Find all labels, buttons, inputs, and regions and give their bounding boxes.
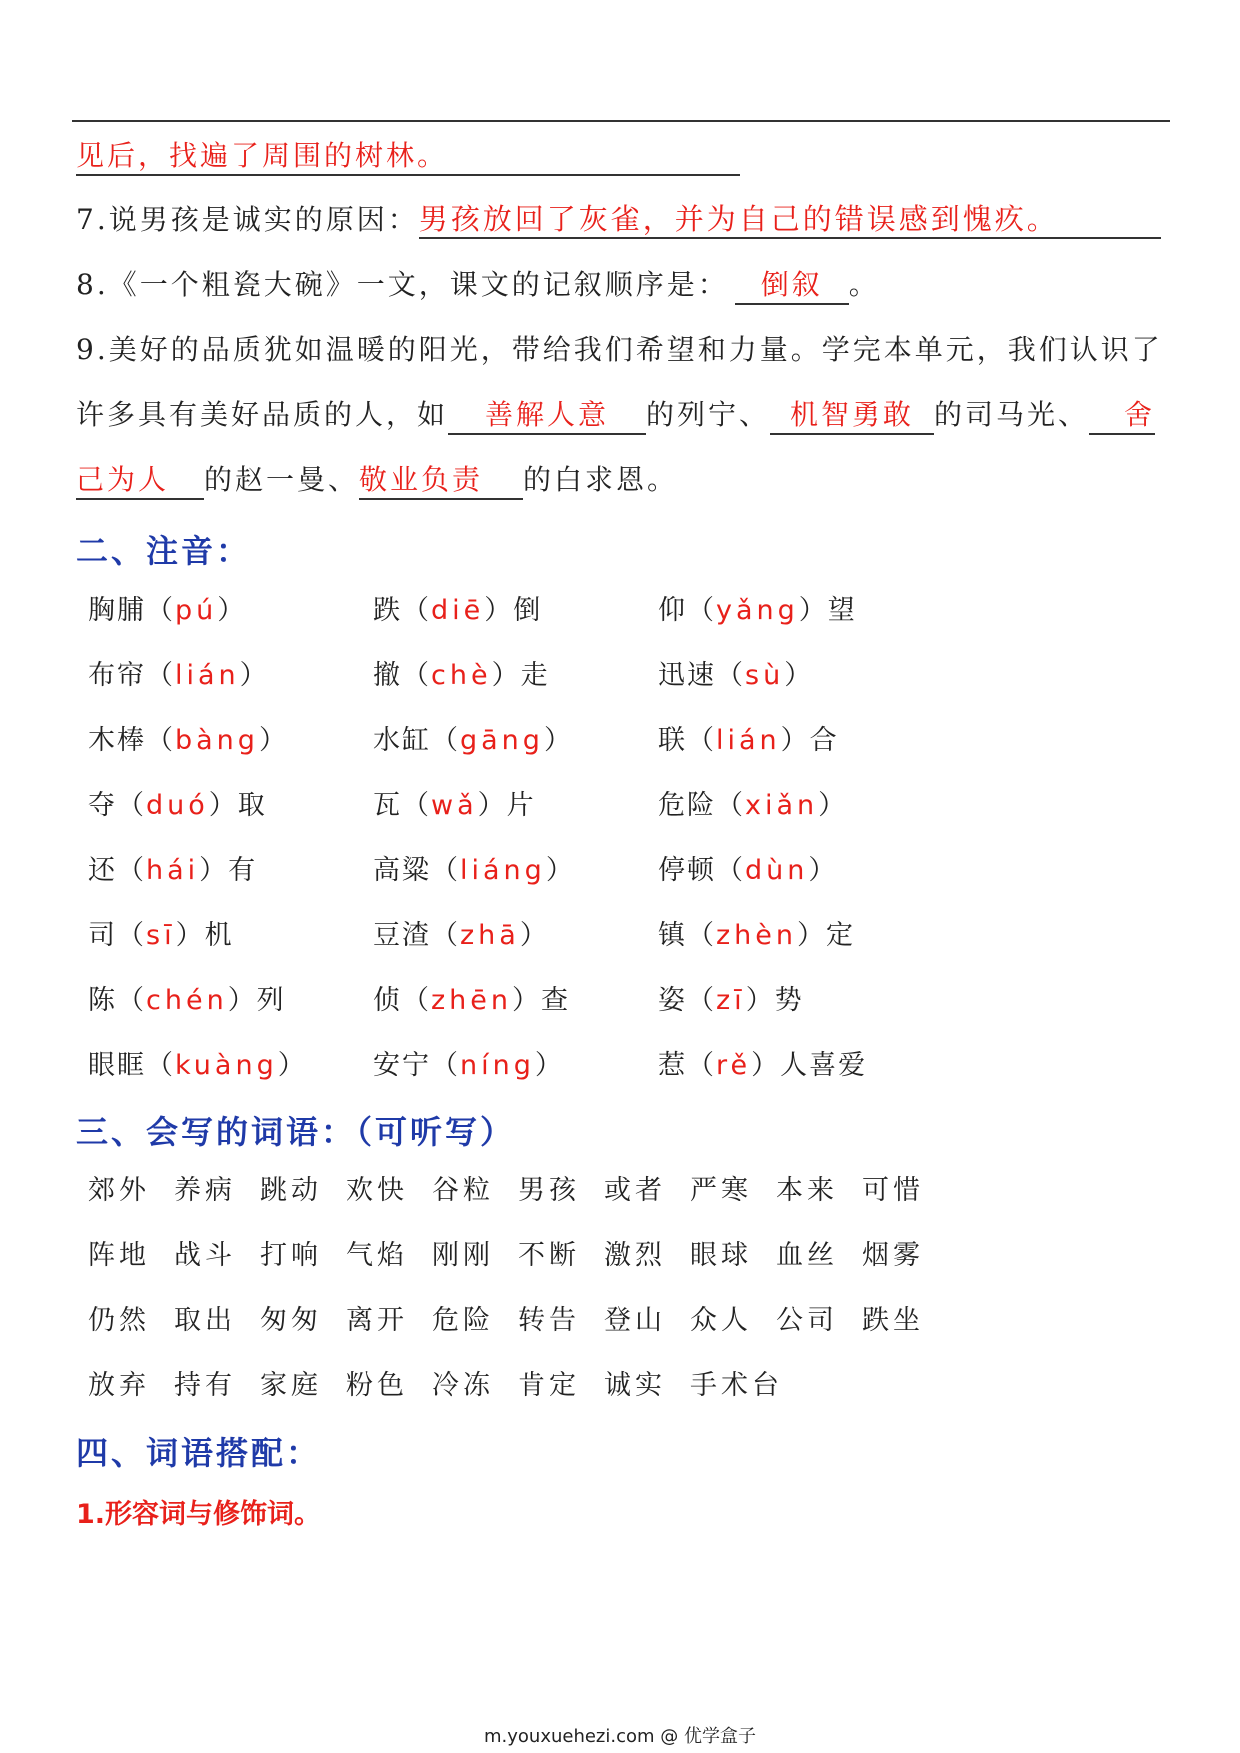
pinyin-item <box>88 718 288 757</box>
pinyin-item <box>373 783 536 822</box>
section-3-title: 三、会写的词语：（可听写） <box>76 1113 516 1151</box>
pinyin-answer: xiǎn <box>745 790 819 821</box>
top-rule <box>72 120 1170 122</box>
pinyin-word-part: 还（ <box>88 855 146 886</box>
pinyin-item <box>658 588 857 627</box>
pinyin-item <box>88 588 246 627</box>
q8-line <box>76 265 880 305</box>
pinyin-word-part: 仰（ <box>658 595 716 626</box>
q9-answer-1: 善解人意 <box>448 397 646 435</box>
pinyin-item <box>658 1043 867 1082</box>
q9-text-4: 的赵一曼、 <box>204 463 360 496</box>
word-item: 仍然 <box>88 1305 150 1336</box>
pinyin-item <box>88 653 269 692</box>
q9-answer-4: 敬业负责 <box>359 462 523 500</box>
pinyin-word-part: 布帘（ <box>88 660 175 691</box>
word-item: 战斗 <box>174 1240 236 1271</box>
pinyin-word-part: 豆渣（ <box>373 920 460 951</box>
word-item: 诚实 <box>604 1370 666 1401</box>
pinyin-answer: dùn <box>745 855 809 886</box>
word-item: 众人 <box>690 1305 752 1336</box>
pinyin-answer: wǎ <box>431 790 478 821</box>
word-item: 阵地 <box>88 1240 150 1271</box>
footer: m.youxuehezi.com @ 优学盒子 <box>483 1726 756 1747</box>
pinyin-word-part: 停顿（ <box>658 855 745 886</box>
pinyin-item <box>88 1043 307 1082</box>
word-item: 粉色 <box>346 1370 408 1401</box>
pinyin-answer: chén <box>146 985 228 1016</box>
pinyin-word-part: ） <box>217 595 247 626</box>
pinyin-word-part: ）倒 <box>484 595 543 626</box>
pinyin-word-part: 迅速（ <box>658 660 745 691</box>
word-item: 家庭 <box>260 1370 322 1401</box>
pinyin-word-part: 胸脯（ <box>88 595 175 626</box>
q9-line-1: 9.美好的品质犹如温暖的阳光，带给我们希望和力量。学完本单元，我们认识了 <box>76 333 1163 366</box>
q7-prefix: 7.说男孩是诚实的原因： <box>76 203 419 236</box>
q9-answer-3a: 舍 <box>1089 397 1155 435</box>
pinyin-word-part: 瓦（ <box>373 790 431 821</box>
pinyin-item <box>373 978 570 1017</box>
word-item: 不断 <box>518 1240 580 1271</box>
word-item: 手术台 <box>690 1370 783 1401</box>
pinyin-answer: sù <box>745 660 785 691</box>
pinyin-answer: pú <box>175 595 218 626</box>
pinyin-answer: bàng <box>175 725 259 756</box>
word-item: 欢快 <box>346 1175 408 1206</box>
pinyin-word-part: 危险（ <box>658 790 745 821</box>
pinyin-word-part: 眼眶（ <box>88 1050 175 1081</box>
word-item: 登山 <box>604 1305 666 1336</box>
q8-suffix: 。 <box>848 268 880 301</box>
q9-line-2 <box>76 395 1155 435</box>
pinyin-word-part: 姿（ <box>658 985 716 1016</box>
pinyin-row <box>88 1043 1088 1087</box>
pinyin-answer: lián <box>716 725 781 756</box>
word-item: 本来 <box>776 1175 838 1206</box>
word-item: 跳动 <box>260 1175 322 1206</box>
pinyin-item <box>373 718 573 757</box>
pinyin-item <box>88 978 286 1017</box>
q9-text-2: 的列宁、 <box>646 398 771 431</box>
pinyin-item <box>88 783 267 822</box>
pinyin-word-part: ） <box>258 725 288 756</box>
pinyin-item <box>373 588 542 627</box>
pinyin-answer: níng <box>460 1050 535 1081</box>
q6-tail-line <box>76 136 740 176</box>
pinyin-word-part: 撤（ <box>373 660 431 691</box>
pinyin-row <box>88 783 1088 827</box>
pinyin-word-part: 安宁（ <box>373 1050 460 1081</box>
word-item: 或者 <box>604 1175 666 1206</box>
pinyin-answer: duó <box>146 790 209 821</box>
word-item: 男孩 <box>518 1175 580 1206</box>
pinyin-word-part: ）取 <box>208 790 267 821</box>
q9-answer-2: 机智勇敢 <box>770 397 934 435</box>
word-item: 持有 <box>174 1370 236 1401</box>
q7-answer: 男孩放回了灰雀，并为自己的错误感到愧疚。 <box>419 201 1161 239</box>
word-item: 眼球 <box>690 1240 752 1271</box>
pinyin-word-part: 陈（ <box>88 985 146 1016</box>
pinyin-word-part: ） <box>784 660 814 691</box>
pinyin-answer: zī <box>716 985 746 1016</box>
pinyin-answer: chè <box>431 660 492 691</box>
pinyin-answer: yǎng <box>716 595 799 626</box>
pinyin-word-part: 镇（ <box>658 920 716 951</box>
pinyin-word-part: 水缸（ <box>373 725 460 756</box>
pinyin-word-part: ）查 <box>512 985 571 1016</box>
pinyin-word-part: ）人喜爱 <box>751 1050 868 1081</box>
pinyin-word-part: 高粱（ <box>373 855 460 886</box>
pinyin-answer: diē <box>431 595 485 626</box>
word-item: 肯定 <box>518 1370 580 1401</box>
word-item: 可惜 <box>862 1175 924 1206</box>
q8-answer: 倒叙 <box>735 267 849 305</box>
word-item: 放弃 <box>88 1370 150 1401</box>
word-item: 激烈 <box>604 1240 666 1271</box>
word-item: 跌坐 <box>862 1305 924 1336</box>
pinyin-word-part: ）走 <box>491 660 550 691</box>
pinyin-item <box>88 913 234 952</box>
pinyin-item <box>373 1043 564 1082</box>
pinyin-word-part: 惹（ <box>658 1050 716 1081</box>
pinyin-word-part: ）定 <box>797 920 856 951</box>
pinyin-word-part: ）片 <box>477 790 536 821</box>
pinyin-answer: gāng <box>460 725 544 756</box>
pinyin-item <box>658 913 855 952</box>
word-item: 气焰 <box>346 1240 408 1271</box>
pinyin-item <box>88 848 257 887</box>
pinyin-row <box>88 718 1088 762</box>
word-item: 血丝 <box>776 1240 838 1271</box>
pinyin-word-part: ）列 <box>227 985 286 1016</box>
pinyin-word-part: ）望 <box>798 595 857 626</box>
pinyin-row <box>88 588 1088 632</box>
word-item: 公司 <box>776 1305 838 1336</box>
q9-text-1: 许多具有美好品质的人，如 <box>76 398 449 431</box>
pinyin-word-part: 司（ <box>88 920 146 951</box>
pinyin-answer: liáng <box>460 855 546 886</box>
q6-tail-answer: 见后，找遍了周围的树林。 <box>76 138 740 176</box>
pinyin-row <box>88 848 1088 892</box>
pinyin-word-part: 夺（ <box>88 790 146 821</box>
q9-text-5: 的白求恩。 <box>523 463 679 496</box>
q9-line-3 <box>76 460 678 500</box>
pinyin-row <box>88 653 1088 697</box>
pinyin-word-part: 联（ <box>658 725 716 756</box>
pinyin-word-part: 侦（ <box>373 985 431 1016</box>
word-item: 养病 <box>174 1175 236 1206</box>
pinyin-word-part: ） <box>808 855 838 886</box>
pinyin-item <box>658 783 847 822</box>
q9-answer-3b: 己为人 <box>76 462 204 500</box>
pinyin-answer: kuàng <box>175 1050 278 1081</box>
section-4-sub-1: 1.形容词与修饰词。 <box>76 1499 322 1530</box>
pinyin-word-part: ）势 <box>745 985 804 1016</box>
pinyin-answer: lián <box>175 660 240 691</box>
pinyin-word-part: ） <box>519 920 549 951</box>
pinyin-item <box>658 978 804 1017</box>
pinyin-row <box>88 978 1088 1022</box>
word-item: 打响 <box>260 1240 322 1271</box>
pinyin-answer: hái <box>146 855 200 886</box>
word-item: 郊外 <box>88 1175 150 1206</box>
pinyin-item <box>658 718 839 757</box>
section-2-title: 二、注音： <box>76 532 252 570</box>
pinyin-word-part: 木棒（ <box>88 725 175 756</box>
pinyin-word-part: ） <box>545 855 575 886</box>
pinyin-word-part: ） <box>534 1050 564 1081</box>
pinyin-item <box>373 848 575 887</box>
word-item: 匆匆 <box>260 1305 322 1336</box>
pinyin-item <box>373 653 550 692</box>
pinyin-word-part: ）有 <box>199 855 258 886</box>
word-item: 冷冻 <box>432 1370 494 1401</box>
pinyin-answer: zhēn <box>431 985 513 1016</box>
pinyin-answer: zhā <box>460 920 520 951</box>
pinyin-word-part: ） <box>239 660 269 691</box>
pinyin-answer: rě <box>716 1050 752 1081</box>
pinyin-word-part: ）合 <box>780 725 839 756</box>
pinyin-item <box>658 848 837 887</box>
pinyin-answer: zhèn <box>716 920 798 951</box>
word-item: 刚刚 <box>432 1240 494 1271</box>
pinyin-word-part: ）机 <box>175 920 234 951</box>
q7-line <box>76 200 1161 240</box>
section-4-title: 四、词语搭配： <box>76 1434 322 1472</box>
pinyin-word-part: ） <box>818 790 848 821</box>
pinyin-answer: sī <box>146 920 176 951</box>
word-item: 烟雾 <box>862 1240 924 1271</box>
q8-prefix: 8.《一个粗瓷大碗》一文，课文的记叙顺序是： <box>76 268 729 301</box>
word-item: 谷粒 <box>432 1175 494 1206</box>
pinyin-word-part: ） <box>543 725 573 756</box>
pinyin-item <box>658 653 813 692</box>
pinyin-item <box>373 913 549 952</box>
pinyin-row <box>88 913 1088 957</box>
word-item: 危险 <box>432 1305 494 1336</box>
pinyin-word-part: 跌（ <box>373 595 431 626</box>
word-item: 取出 <box>174 1305 236 1336</box>
word-item: 转告 <box>518 1305 580 1336</box>
q9-text-3: 的司马光、 <box>934 398 1090 431</box>
word-item: 离开 <box>346 1305 408 1336</box>
word-item: 严寒 <box>690 1175 752 1206</box>
pinyin-word-part: ） <box>277 1050 307 1081</box>
